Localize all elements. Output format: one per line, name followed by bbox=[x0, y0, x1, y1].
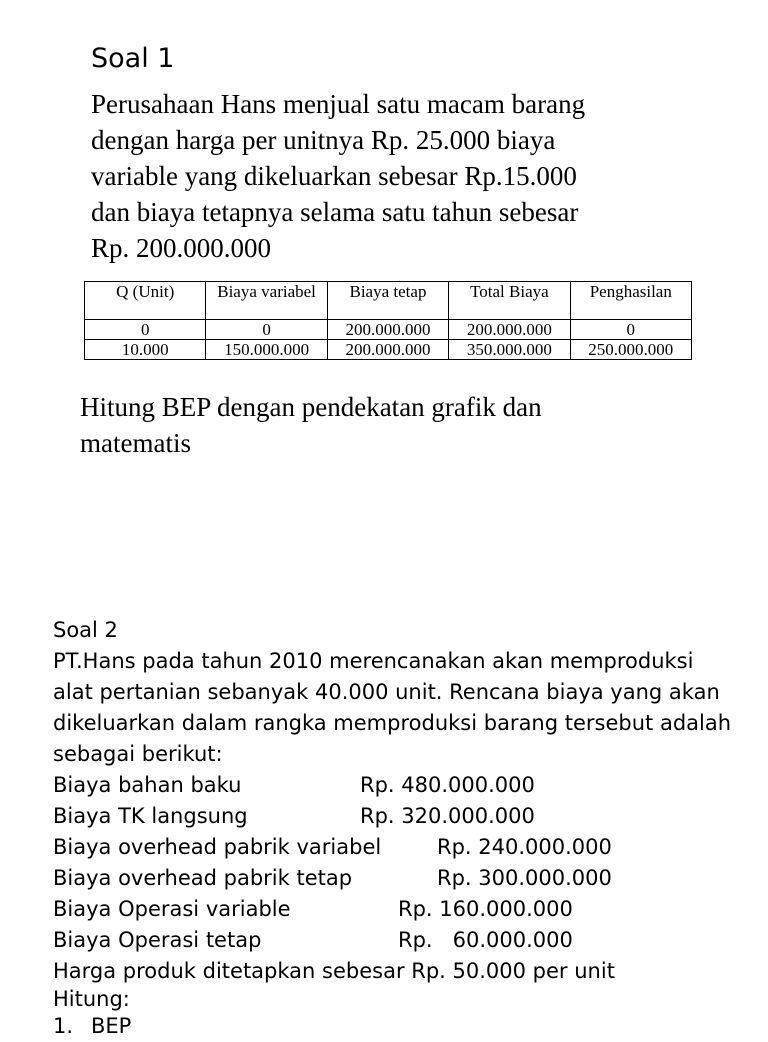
cost-item bbox=[53, 770, 753, 801]
cost-item bbox=[53, 832, 753, 863]
table-cell: 0 bbox=[570, 320, 691, 340]
header-biaya-tetap: Biaya tetap bbox=[327, 282, 448, 320]
cost-amount: Rp. 240.000.000 bbox=[437, 835, 612, 859]
table-row bbox=[85, 320, 692, 340]
cost-amount: Rp. 60.000.000 bbox=[398, 928, 573, 952]
soal-1-body-line: Rp. 200.000.000 bbox=[91, 233, 272, 263]
soal-1-title: Soal 1 bbox=[91, 43, 175, 74]
soal-2-section bbox=[53, 615, 753, 1042]
soal-1-task-line: Hitung BEP dengan pendekatan grafik dan bbox=[80, 392, 542, 422]
soal-2-intro-line: PT.Hans pada tahun 2010 merencanakan akan memproduksi bbox=[53, 649, 694, 673]
cost-item bbox=[53, 801, 753, 832]
cost-amount: Rp. 300.000.000 bbox=[437, 866, 612, 890]
table-cell: 200.000.000 bbox=[327, 320, 448, 340]
cost-label: Biaya Operasi variable bbox=[53, 897, 291, 921]
header-biaya-variabel: Biaya variabel bbox=[206, 282, 327, 320]
soal-1-body-line: dengan harga per unitnya Rp. 25.000 biaya bbox=[91, 125, 556, 155]
table-cell: 200.000.000 bbox=[327, 340, 448, 360]
table-row bbox=[85, 340, 692, 360]
cost-amount: Rp. 320.000.000 bbox=[360, 804, 535, 828]
cost-item bbox=[53, 894, 753, 925]
header-total-biaya: Total Biaya bbox=[449, 282, 570, 320]
table-cell: 250.000.000 bbox=[570, 340, 691, 360]
header-q-unit: Q (Unit) bbox=[85, 282, 206, 320]
soal-2-intro-line: sebagai berikut: bbox=[53, 742, 223, 766]
soal-1-body-line: dan biaya tetapnya selama satu tahun sebesar bbox=[91, 197, 579, 227]
cost-label: Biaya overhead pabrik variabel bbox=[53, 835, 382, 859]
soal-1-task-line: matematis bbox=[80, 428, 191, 458]
list-text: BEP bbox=[91, 1014, 132, 1038]
table-cell: 150.000.000 bbox=[206, 340, 327, 360]
table-cell: 0 bbox=[85, 320, 206, 340]
list-number: 1. bbox=[53, 1014, 74, 1038]
cost-label: Biaya overhead pabrik tetap bbox=[53, 866, 353, 890]
table-header-row bbox=[85, 282, 692, 320]
soal-1-body-line: variable yang dikeluarkan sebesar Rp.15.000 bbox=[91, 161, 577, 191]
soal-2-intro-line: alat pertanian sebanyak 40.000 unit. Rencana biaya yang akan bbox=[53, 680, 720, 704]
cost-item bbox=[53, 863, 753, 894]
cost-item bbox=[53, 925, 753, 956]
list-item bbox=[53, 1011, 753, 1042]
price-line: Harga produk ditetapkan sebesar Rp. 50.000 per unit bbox=[53, 959, 615, 983]
cost-label: Biaya bahan baku bbox=[53, 773, 242, 797]
table-cell: 10.000 bbox=[85, 340, 206, 360]
soal-1-body bbox=[91, 86, 731, 266]
hitung-label: Hitung: bbox=[53, 987, 130, 1011]
table-cell: 200.000.000 bbox=[449, 320, 570, 340]
soal-1-task bbox=[80, 389, 542, 461]
table-cell: 0 bbox=[206, 320, 327, 340]
cost-label: Biaya TK langsung bbox=[53, 804, 248, 828]
cost-label: Biaya Operasi tetap bbox=[53, 928, 262, 952]
soal-1-body-line: Perusahaan Hans menjual satu macam barang bbox=[91, 89, 586, 119]
table-cell: 350.000.000 bbox=[449, 340, 570, 360]
cost-table bbox=[84, 281, 692, 360]
cost-amount: Rp. 160.000.000 bbox=[398, 897, 573, 921]
soal-2-intro-line: dikeluarkan dalam rangka memproduksi barang tersebut adalah bbox=[53, 711, 732, 735]
header-penghasilan: Penghasilan bbox=[570, 282, 691, 320]
cost-amount: Rp. 480.000.000 bbox=[360, 773, 535, 797]
soal-2-title: Soal 2 bbox=[53, 618, 118, 642]
